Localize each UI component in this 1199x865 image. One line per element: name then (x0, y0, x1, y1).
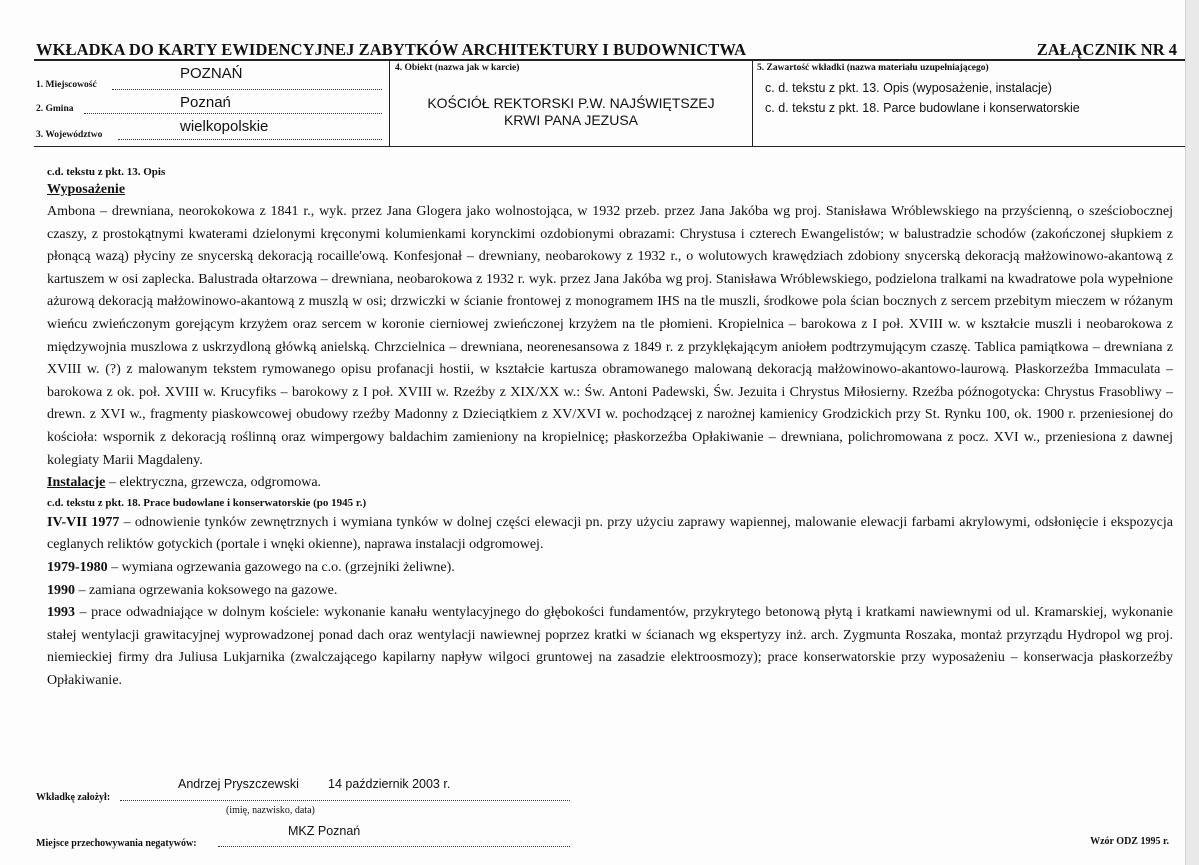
author-name: Andrzej Pryszczewski (178, 777, 299, 791)
works-entry-date: 1979-1980 (47, 559, 108, 575)
works-entry (47, 512, 1173, 557)
works-entry-text: – odnowienie tynków zewnętrznych i wymiana tynków w dolnej części elewacji pn. przy użyciu zaprawy wapiennej, malowanie elewacji farbami akrylowymi, odsłonięcie i ekspozycja ceglanych reliktów gotyckich (portale i wnęki okienne), naprawa instalacji odgromowej. (47, 514, 1173, 553)
commune-label: 2. Gmina (36, 104, 74, 114)
works-entry (47, 602, 1173, 692)
storage-dots (218, 846, 570, 847)
author-label: Wkładkę założył: (36, 792, 111, 803)
section-13-subheading: c.d. tekstu z pkt. 13. Opis (47, 166, 166, 178)
body-text (47, 166, 1173, 692)
annex-number: ZAŁĄCZNIK NR 4 (1036, 40, 1177, 59)
works-entry-date: 1990 (47, 582, 75, 598)
works-entry (47, 557, 1173, 580)
voivodeship-value: wielkopolskie (180, 118, 269, 135)
object-name-line-1: KOŚCIÓŁ REKTORSKI P.W. NAJŚWIĘTSZEJ (427, 95, 715, 111)
locality-value: POZNAŃ (180, 65, 243, 82)
page-edge (1185, 0, 1199, 865)
contents-item-2: c. d. tekstu z pkt. 18. Parce budowlane i konserwatorskie (765, 101, 1080, 115)
works-entry-text: – prace odwadniające w dolnym kościele: wykonanie kanału wentylacyjnego do głębokości fundamentów, przykrytego betonową płytą i kratkami nawiewnymi od ul. Kramarskiej, wykonanie stałej wentylacji grawitacyjnej wyprowadzonej ponad dach oraz wentylacji nawiewnej poprzez kratki w ścianach wg ekspertyzy inż. arch. Zygmunta Roszaka, montaż przyrządu Hydropol wg proj. niemieckiej firmy dra Juliusa Lukjarnika (zwalczającego kapilarny napływ wilgoci gruntowej na zasadzie elektroosmozy); prace konserwatorskie przy wyposażeniu – konserwacja płaskorzeźby Opłakiwanie. (47, 605, 1173, 688)
commune-value: Poznań (180, 94, 231, 111)
object-name-line-2: KRWI PANA JEZUSA (503, 112, 639, 128)
installations-line (47, 472, 1173, 495)
storage-label: Miejsce przechowywania negatywów: (36, 838, 197, 849)
header-top-rule (34, 59, 1185, 61)
contents-label: 5. Zawartość wkładki (nazwa materiału uzupełniającego) (757, 63, 989, 73)
commune-dots (84, 113, 382, 114)
locality-dots (112, 89, 382, 90)
installations-heading: Instalacje (47, 475, 106, 491)
document-title: WKŁADKA DO KARTY EWIDENCYJNEJ ZABYTKÓW ARCHITEKTURY I BUDOWNICTWA (36, 40, 747, 59)
works-entry-text: – wymiana ogrzewania gazowego na c.o. (grzejniki żeliwne). (107, 559, 455, 575)
works-entry-date: IV-VII 1977 (47, 514, 120, 530)
storage-value: MKZ Poznań (288, 824, 361, 838)
column-divider-1 (389, 60, 390, 146)
object-label: 4. Obiekt (nazwa jak w karcie) (395, 63, 520, 73)
equipment-heading: Wyposażenie (47, 182, 126, 197)
works-entry-date: 1993 (47, 605, 75, 621)
column-divider-2 (752, 60, 753, 146)
author-date: 14 październik 2003 r. (328, 777, 451, 791)
locality-label: 1. Miejscowość (36, 80, 97, 90)
form-template-number: Wzór ODZ 1995 r. (1090, 836, 1169, 847)
author-dots (120, 800, 570, 801)
works-entry-text: – zamiana ogrzewania koksowego na gazowe. (75, 582, 338, 598)
section-18-subheading: c.d. tekstu z pkt. 18. Prace budowlane i konserwatorskie (po 1945 r.) (47, 496, 367, 509)
header-bottom-rule (34, 146, 1185, 147)
author-caption: (imię, nazwisko, data) (226, 805, 315, 816)
voivodeship-dots (118, 139, 382, 140)
equipment-paragraph: Ambona – drewniana, neorokokowa z 1841 r., wyk. przez Jana Glogera jako wolnostojąca, w 1932 przeb. przez Jana Jakóba wg proj. Stanisława Wróblewskiego na przyścienną, o sześciobocznej czaszy, z prostokątnymi kwaterami dzielonymi kręconymi kolumienkami korynckimi ozdobionymi obrazami: Chrystusa i czterech Ewangelistów; w balustradzie schodów (zakończonej słupkiem z płonącą wazą) płyciny ze snycerską dekoracją rocaille'ową. Konfesjonał – drewniany, neobarokowy z 1932 r., o wolutowych krawędziach zdobiony snycerską dekoracją małżowinowo-akantową z kartuszem w osi zaplecka. Balustrada ołtarzowa – drewniana, neobarokowa z 1932 r. wyk. przez Jana Jakóba wg proj. Stanisława Wróblewskiego, podzielona tralkami na kwadratowe pola wypełnione ażurową dekoracją małżowinowo-akantową z muszlą w osi; drzwiczki w ścianie frontowej z monogramem IHS na tle muszli, środkowe pola ścian bocznych z sercem przebitym mieczem w różanym wieńcu zwieńczonym gorejącym krzyżem oraz sercem w koronie cierniowej zwieńczonej krzyżem na tle płomieni. Kropielnica – barokowa z I poł. XVIII w. w kształcie muszli i neobarokowa z międzywojnia muszlowa z uskrzydloną główką anielską. Chrzcielnica – drewniana, neorenesansowa z 1849 r. z przyklękającym aniołem podtrzymującym czaszę. Tablica pamiątkowa – drewniana z XVIII w. (?) z malowanym tekstem rymowanego opisu profanacji hostii, w kształcie kartusza obramowanego malowaną dekoracją małżowinowo-akantowo-laurową. Płaskorzeźba Immaculata – barokowa z ok. poł. XVIII w. Krucyfiks – barokowy z I poł. XVIII w. Rzeźby z XIX/XX w.: Św. Antoni Padewski, Św. Jezuita i Chrystus Miłosierny. Rzeźba późnogotycka: Chrystus Frasobliwy – drewn. z XVI w., fragmenty piaskowcowej obudowy rzeźby Madonny z Dzieciątkiem z XV/XVI w. pochodzącej z narożnej kamienicy Grodzickich przy St. Rynku 100, ok. 1900 r. przeniesionej do kościoła: wspornik z dekoracją roślinną oraz wimpergowy baldachim zamieniony na kropielnicę; płaskorzeźba Opłakiwanie – drewniana, polichromowana z pocz. XVI w., przeniesiona z dawnej kolegiaty Marii Magdaleny. (47, 204, 1173, 468)
works-entry (47, 580, 1173, 603)
contents-item-1: c. d. tekstu z pkt. 13. Opis (wyposażenie, instalacje) (765, 81, 1052, 95)
installations-text: – elektryczna, grzewcza, odgromowa. (105, 475, 322, 491)
voivodeship-label: 3. Województwo (36, 130, 103, 140)
object-name (392, 95, 750, 129)
